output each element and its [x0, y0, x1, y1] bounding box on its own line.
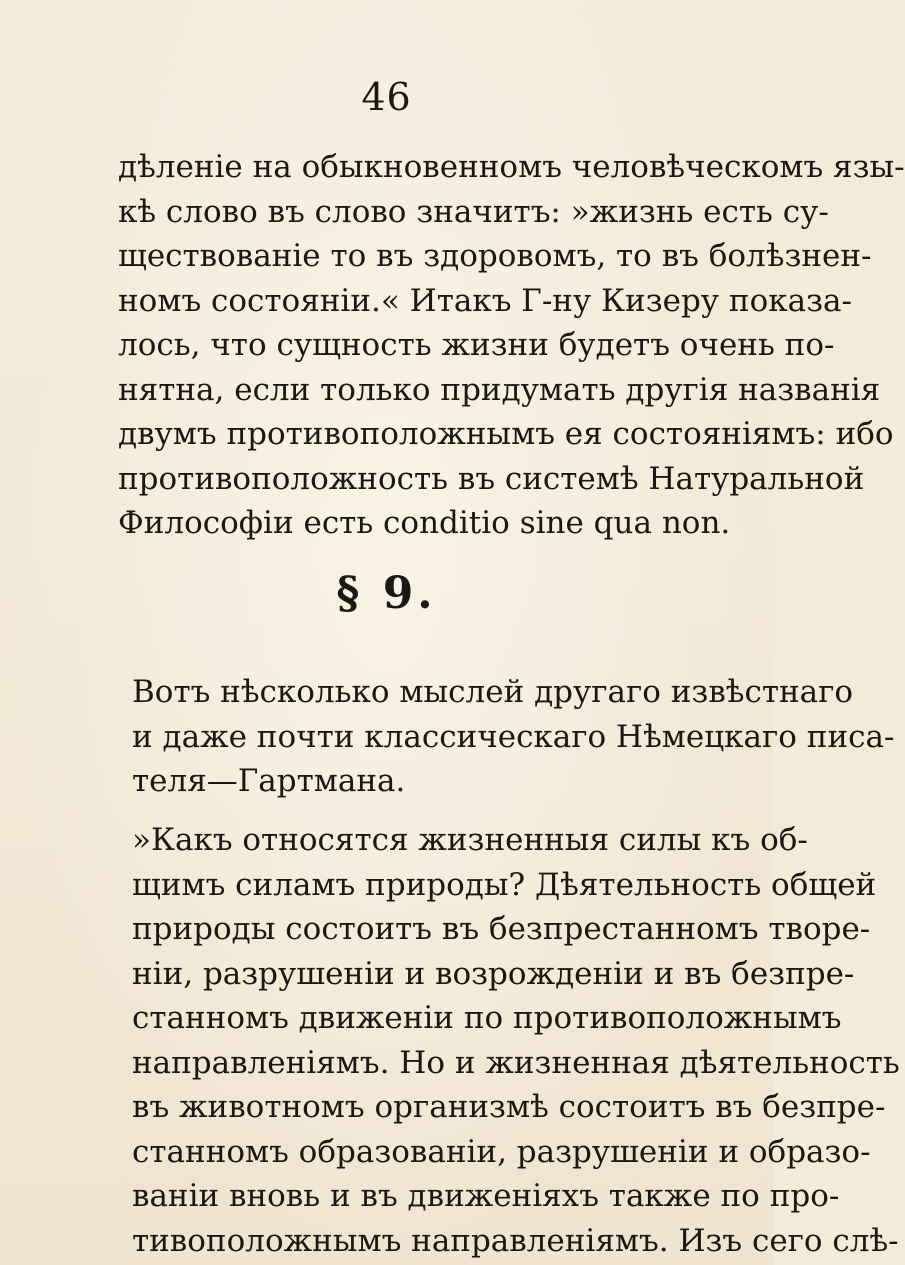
text-line: дѣленіе на обыкновенномъ человѣческомъ язы-	[118, 149, 905, 185]
paragraph-2	[132, 670, 895, 804]
text-line: ществованіе то въ здоровомъ, то въ болѣзнен-	[118, 238, 872, 274]
text-line: ваніи вновь и въ движеніяхъ также по про-	[132, 1178, 840, 1214]
text-line: теля—Гартмана.	[132, 763, 406, 799]
text-line: нятна, если только придумать другія названія	[118, 371, 881, 408]
section-heading: § 9.	[336, 568, 437, 619]
text-line: направленіямъ. Но и жизненная дѣятельность	[132, 1044, 900, 1081]
text-line: Философіи есть conditio sine qua non.	[118, 505, 731, 541]
paragraph-1	[118, 145, 905, 546]
text-line: станномъ образованіи, разрушеніи и образо-	[132, 1133, 871, 1170]
text-line: щимъ силамъ природы? Дѣятельность общей	[132, 866, 877, 903]
text-line: тивоположнымъ направленіямъ. Изъ сего слѣ-	[132, 1222, 899, 1259]
text-line: Вотъ нѣсколько мыслей другаго извѣстнаго	[132, 674, 854, 710]
text-line: номъ состояніи.« Итакъ Г-ну Кизеру показа-	[118, 282, 852, 319]
page-number: 46	[361, 75, 412, 119]
text-line: лось, что сущность жизни будетъ очень по-	[118, 327, 835, 363]
text-line: »Какъ относятся жизненныя силы къ об-	[132, 822, 808, 858]
text-line: ніи, разрушеніи и возрожденіи и въ безпре-	[132, 955, 855, 992]
text-line: кѣ слово въ слово значитъ: »жизнь есть су-	[118, 193, 829, 230]
text-line: природы состоитъ въ безпрестанномъ творе-	[132, 911, 871, 947]
text-line: противоположность въ системѣ Натуральной	[118, 460, 865, 497]
text-line: двумъ противоположнымъ ея состояніямъ: ибо	[118, 416, 894, 452]
text-line: и даже почти классическаго Нѣмецкаго писа-	[132, 718, 895, 755]
text-line: станномъ движеніи по противоположнымъ	[132, 1000, 842, 1036]
text-line: въ животномъ организмѣ состоитъ въ безпре-	[132, 1089, 886, 1125]
paragraph-3	[132, 818, 900, 1263]
